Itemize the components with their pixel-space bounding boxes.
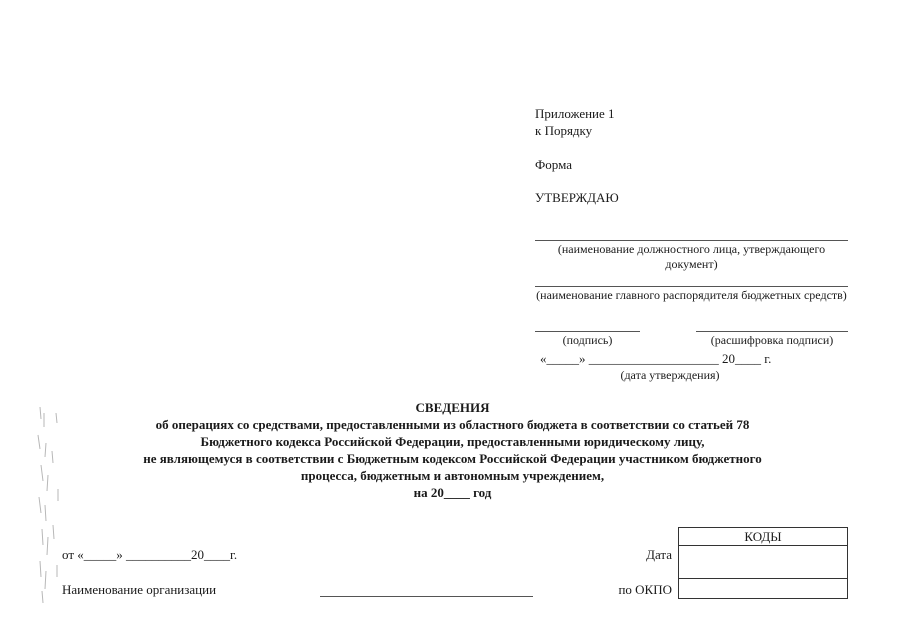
to-order-label: к Порядку bbox=[535, 123, 593, 138]
decoding-caption: (расшифровка подписи) bbox=[710, 333, 834, 347]
codes-table bbox=[678, 527, 848, 599]
official-name-line bbox=[535, 240, 848, 241]
manager-name-line bbox=[535, 286, 848, 287]
title-heading: СВЕДЕНИЯ bbox=[415, 400, 490, 415]
date-from-field: от «_____» __________20____г. bbox=[62, 547, 238, 562]
approval-date-line: «_____» ____________________ 20____ г. bbox=[540, 351, 772, 366]
decoding-line bbox=[696, 331, 848, 332]
manager-name-caption: (наименование главного распорядителя бюджетных средств) bbox=[536, 288, 847, 302]
title-line-4: процесса, бюджетным и автономным учреждением, bbox=[300, 468, 605, 483]
date-code-label: Дата bbox=[646, 547, 672, 562]
org-name-label: Наименование организации bbox=[62, 582, 217, 597]
codes-row-divider bbox=[679, 578, 847, 579]
okpo-code-label: по ОКПО bbox=[618, 582, 672, 597]
title-line-5: на 20____ год bbox=[413, 485, 492, 500]
signature-line bbox=[535, 331, 640, 332]
title-line-1: об операциях со средствами, предоставленными из областного бюджета в соответствии со статьей 78 bbox=[155, 417, 750, 432]
appendix-label: Приложение 1 bbox=[535, 106, 615, 121]
form-label: Форма bbox=[535, 157, 572, 172]
title-line-3: не являющемуся в соответствии с Бюджетным кодексом Российской Федерации участником бюджетного bbox=[143, 451, 762, 466]
signature-caption: (подпись) bbox=[562, 333, 613, 347]
official-name-caption: (наименование должностного лица, утверждающего документ) bbox=[557, 242, 826, 271]
document-title bbox=[60, 399, 845, 501]
approve-label: УТВЕРЖДАЮ bbox=[535, 190, 619, 205]
org-name-line bbox=[320, 596, 533, 597]
approval-date-caption: (дата утверждения) bbox=[620, 368, 720, 382]
title-line-2: Бюджетного кодекса Российской Федерации, предоставленными юридическому лицу, bbox=[200, 434, 705, 449]
codes-header: КОДЫ bbox=[679, 528, 847, 546]
